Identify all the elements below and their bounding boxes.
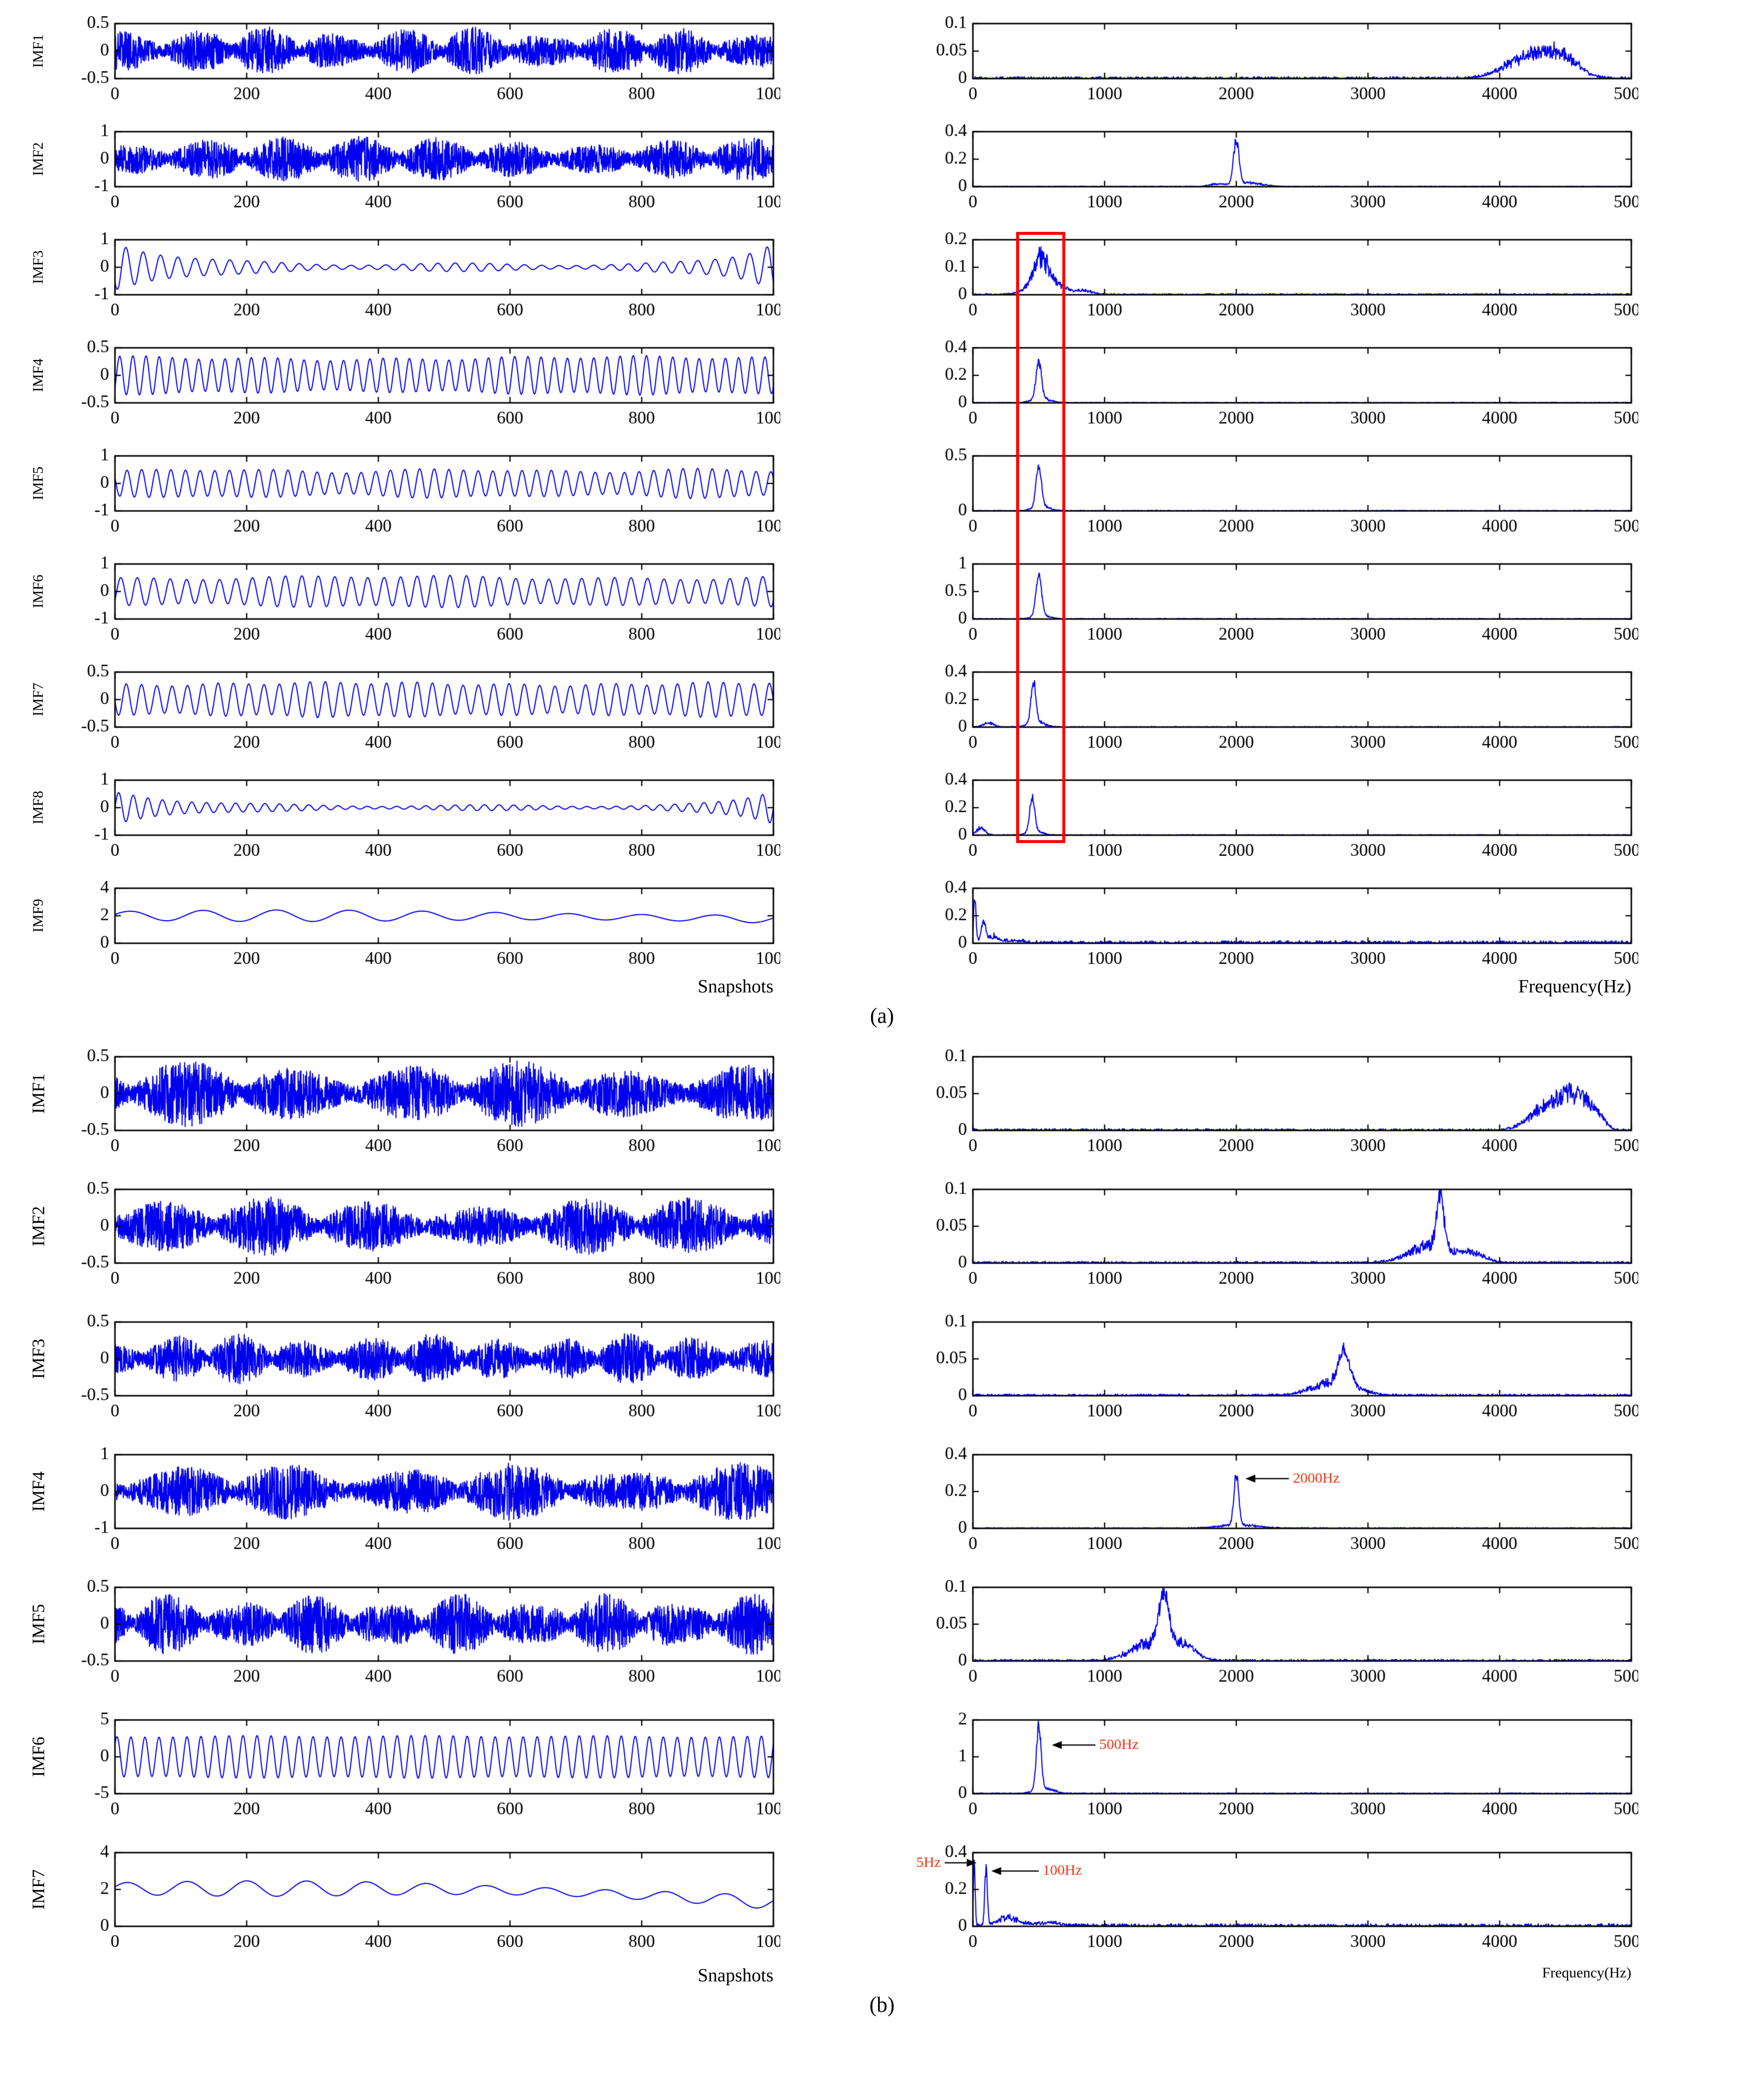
imf-freq-row	[913, 1842, 1638, 1957]
panel-a-label: (a)	[870, 1004, 894, 1028]
imf-label-b-2: IMF2	[28, 1206, 48, 1247]
panel-a-time-canvas	[55, 661, 780, 756]
panel-b-time-xlabel: Snapshots	[697, 1965, 773, 1986]
imf-time-row	[24, 337, 780, 431]
panel-a-time-canvas	[55, 13, 780, 107]
imf-label-a-3: IMF3	[30, 250, 46, 284]
imf-freq-row	[913, 661, 1638, 756]
panel-b-freq-canvas	[913, 1577, 1638, 1691]
panel-a-freq-canvas	[913, 121, 1638, 215]
imf-freq-row	[913, 445, 1638, 539]
imf-time-row	[24, 1577, 780, 1691]
panel-b-time-canvas	[55, 1709, 780, 1824]
imf-freq-row	[913, 1444, 1638, 1559]
panel-b-time-canvas	[55, 1046, 780, 1161]
panel-a-time-canvas	[55, 769, 780, 864]
panel-a-freq-canvas	[913, 553, 1638, 648]
panel-a-time-canvas	[55, 553, 780, 648]
imf-freq-row	[913, 337, 1638, 431]
imf-label-b-7: IMF7	[28, 1869, 48, 1910]
panel-a-time-canvas	[55, 445, 780, 539]
panel-b-time-rows	[24, 1046, 780, 1957]
imf-time-row	[24, 121, 780, 215]
imf-label-b-4: IMF4	[28, 1471, 48, 1512]
imf-label-a-7: IMF7	[30, 682, 46, 717]
imf-label-a-1: IMF1	[30, 34, 46, 68]
panel-a	[24, 13, 1764, 999]
imf-freq-row	[913, 13, 1638, 107]
imf-freq-row	[913, 229, 1638, 323]
imf-label-a-8: IMF8	[30, 790, 46, 825]
panel-b-freq-canvas	[913, 1311, 1638, 1426]
imf-label-a-6: IMF6	[30, 574, 46, 609]
panel-b-time-canvas	[55, 1842, 780, 1957]
imf-time-row	[24, 553, 780, 648]
panel-b	[24, 1046, 1764, 1988]
imf-freq-row	[913, 553, 1638, 648]
imf-label-b-1: IMF1	[28, 1073, 48, 1114]
imf-label-b-5: IMF5	[28, 1604, 48, 1645]
panel-a-freq-rows	[913, 13, 1638, 972]
panel-b-time-canvas	[55, 1444, 780, 1559]
panel-a-freq-canvas	[913, 445, 1638, 539]
panel-a-freq-column	[913, 13, 1638, 999]
panel-a-time-canvas	[55, 337, 780, 431]
panel-b-time-column	[24, 1046, 780, 1988]
imf-label-a-4: IMF4	[30, 358, 46, 393]
imf-time-row	[24, 1179, 780, 1294]
panel-b-freq-canvas	[913, 1179, 1638, 1294]
imf-time-row	[24, 1709, 780, 1824]
imf-time-row	[24, 445, 780, 539]
panel-b-freq-canvas	[913, 1842, 1638, 1957]
panel-a-time-rows	[24, 13, 780, 972]
imf-label-b-3: IMF3	[28, 1338, 48, 1380]
panel-b-freq-canvas	[913, 1046, 1638, 1161]
imf-freq-row	[913, 1709, 1638, 1824]
panel-b-label: (b)	[869, 1993, 895, 2017]
panel-b-freq-canvas	[913, 1444, 1638, 1559]
panel-b-freq-rows	[913, 1046, 1638, 1957]
imf-freq-row	[913, 1577, 1638, 1691]
panel-b-time-canvas	[55, 1179, 780, 1294]
panel-b-time-canvas	[55, 1311, 780, 1426]
imf-label-a-5: IMF5	[30, 466, 46, 501]
imf-time-row	[24, 877, 780, 972]
imf-label-a-9: IMF9	[30, 899, 46, 933]
panel-a-freq-canvas	[913, 337, 1638, 431]
imf-time-row	[24, 1842, 780, 1957]
imf-time-row	[24, 769, 780, 864]
imf-label-a-2: IMF2	[30, 142, 46, 176]
imf-label-b-6: IMF6	[28, 1736, 48, 1777]
panel-b-freq-canvas	[913, 1709, 1638, 1824]
imf-freq-row	[913, 1046, 1638, 1161]
imf-freq-row	[913, 1179, 1638, 1294]
imf-time-row	[24, 1311, 780, 1426]
imf-time-row	[24, 1444, 780, 1559]
imf-time-row	[24, 229, 780, 323]
panel-a-freq-canvas	[913, 769, 1638, 864]
panel-a-freq-xlabel: Frequency(Hz)	[1518, 976, 1631, 997]
panel-a-time-canvas	[55, 877, 780, 972]
imf-time-row	[24, 661, 780, 756]
panel-a-freq-canvas	[913, 229, 1638, 323]
imf-freq-row	[913, 1311, 1638, 1426]
panel-b-freq-xlabel: Frequency(Hz)	[1542, 1965, 1631, 1981]
imf-freq-row	[913, 769, 1638, 864]
panel-b-freq-column	[913, 1046, 1638, 1988]
imf-freq-row	[913, 877, 1638, 972]
imf-time-row	[24, 1046, 780, 1161]
imf-freq-row	[913, 121, 1638, 215]
panel-a-time-column	[24, 13, 780, 999]
panel-a-freq-canvas	[913, 13, 1638, 107]
panel-a-freq-canvas	[913, 877, 1638, 972]
imf-time-row	[24, 13, 780, 107]
panel-a-freq-canvas	[913, 661, 1638, 756]
panel-a-time-xlabel: Snapshots	[697, 976, 773, 997]
panel-b-time-canvas	[55, 1577, 780, 1691]
panel-a-time-canvas	[55, 229, 780, 323]
panel-a-time-canvas	[55, 121, 780, 215]
